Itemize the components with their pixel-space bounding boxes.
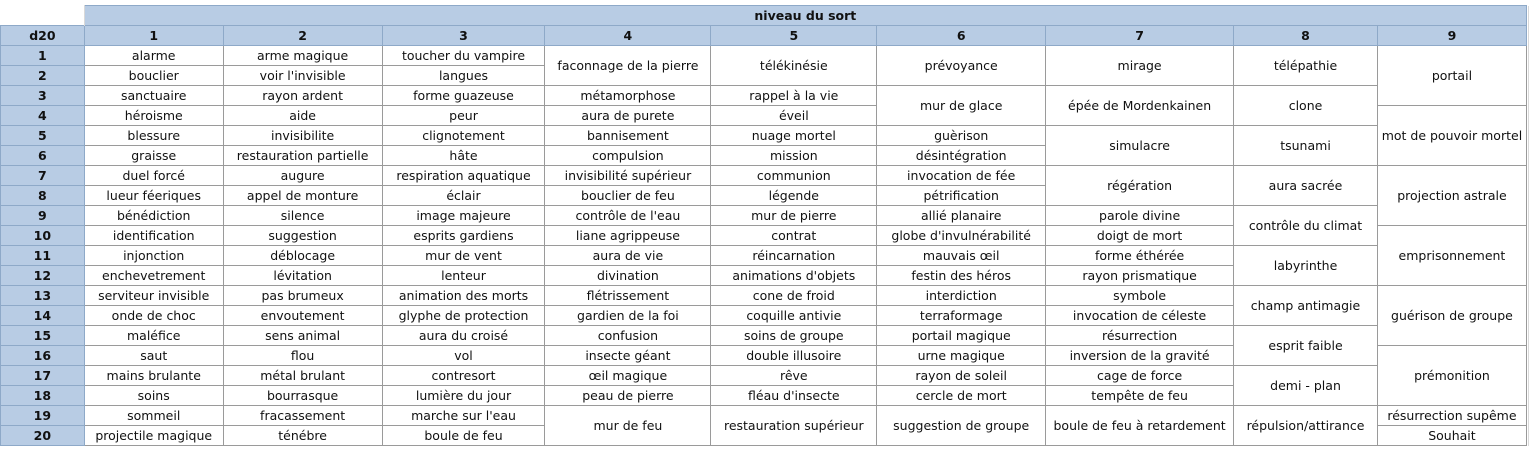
- blank-cell[interactable]: [1526, 346, 1528, 366]
- spell-cell[interactable]: terraformage: [877, 306, 1046, 326]
- spell-cell[interactable]: mirage: [1046, 46, 1234, 86]
- spell-cell[interactable]: inversion de la gravité: [1046, 346, 1234, 366]
- spell-cell[interactable]: bourrasque: [223, 386, 382, 406]
- row-number[interactable]: 18: [1, 386, 85, 406]
- spell-cell[interactable]: œil magique: [545, 366, 711, 386]
- spell-cell[interactable]: boule de feu à retardement: [1046, 406, 1234, 446]
- spell-cell[interactable]: sanctuaire: [84, 86, 223, 106]
- blank-cell[interactable]: [1526, 66, 1528, 86]
- title-row: [1, 6, 1529, 26]
- spell-cell[interactable]: gardien de la foi: [545, 306, 711, 326]
- spell-cell[interactable]: hâte: [382, 146, 545, 166]
- table-row: [1, 126, 1529, 146]
- spell-cell[interactable]: clone: [1234, 86, 1378, 126]
- row-number[interactable]: 6: [1, 146, 85, 166]
- spell-cell[interactable]: graisse: [84, 146, 223, 166]
- spell-cell[interactable]: suggestion de groupe: [877, 406, 1046, 446]
- table-row: [1, 246, 1529, 266]
- spell-cell[interactable]: allié planaire: [877, 206, 1046, 226]
- spell-cell[interactable]: urne magique: [877, 346, 1046, 366]
- spell-cell[interactable]: flou: [223, 346, 382, 366]
- level-header-3[interactable]: 3: [382, 26, 545, 46]
- spell-cell[interactable]: injonction: [84, 246, 223, 266]
- spell-cell[interactable]: projectile magique: [84, 426, 223, 446]
- row-number[interactable]: 14: [1, 306, 85, 326]
- spell-cell[interactable]: lenteur: [382, 266, 545, 286]
- spell-cell[interactable]: résurrection: [1046, 326, 1234, 346]
- spell-cell[interactable]: rayon de soleil: [877, 366, 1046, 386]
- row-number[interactable]: 2: [1, 66, 85, 86]
- blank-cell[interactable]: [1526, 306, 1528, 326]
- row-number[interactable]: 17: [1, 366, 85, 386]
- spell-cell[interactable]: héroisme: [84, 106, 223, 126]
- spell-cell[interactable]: déblocage: [223, 246, 382, 266]
- spell-table: [0, 5, 1529, 446]
- spell-cell[interactable]: onde de choc: [84, 306, 223, 326]
- spell-cell[interactable]: légende: [711, 186, 877, 206]
- table-row: [1, 86, 1529, 106]
- spell-cell[interactable]: lévitation: [223, 266, 382, 286]
- blank-cell[interactable]: [1526, 246, 1528, 266]
- spell-cell[interactable]: sommeil: [84, 406, 223, 426]
- spell-cell[interactable]: globe d'invulnérabilité: [877, 226, 1046, 246]
- row-number[interactable]: 1: [1, 46, 85, 66]
- header-row: [1, 26, 1529, 46]
- spell-cell[interactable]: silence: [223, 206, 382, 226]
- row-number[interactable]: 16: [1, 346, 85, 366]
- spell-cell[interactable]: contrat: [711, 226, 877, 246]
- spell-cell[interactable]: mur de vent: [382, 246, 545, 266]
- spell-cell[interactable]: soins de groupe: [711, 326, 877, 346]
- spell-cell[interactable]: désintégration: [877, 146, 1046, 166]
- spell-cell[interactable]: enchevetrement: [84, 266, 223, 286]
- blank-cell[interactable]: [1526, 26, 1528, 46]
- blank-cell[interactable]: [1526, 286, 1528, 306]
- spell-cell[interactable]: aura sacrée: [1234, 166, 1378, 206]
- blank-cell[interactable]: [1526, 206, 1528, 226]
- spell-cell[interactable]: rappel à la vie: [711, 86, 877, 106]
- spell-cell[interactable]: restauration partielle: [223, 146, 382, 166]
- spell-cell[interactable]: mains brulante: [84, 366, 223, 386]
- spell-cell[interactable]: invocation de céleste: [1046, 306, 1234, 326]
- spell-cell[interactable]: coquille antivie: [711, 306, 877, 326]
- row-number[interactable]: 20: [1, 426, 85, 446]
- row-number[interactable]: 12: [1, 266, 85, 286]
- spell-cell[interactable]: cercle de mort: [877, 386, 1046, 406]
- spell-cell[interactable]: envoutement: [223, 306, 382, 326]
- spell-cell[interactable]: doigt de mort: [1046, 226, 1234, 246]
- spell-cell[interactable]: réincarnation: [711, 246, 877, 266]
- spell-cell[interactable]: simulacre: [1046, 126, 1234, 166]
- spell-cell[interactable]: maléfice: [84, 326, 223, 346]
- blank-cell[interactable]: [1526, 6, 1528, 26]
- blank-cell[interactable]: [1526, 386, 1528, 406]
- spell-cell[interactable]: contrôle de l'eau: [545, 206, 711, 226]
- spell-cell[interactable]: métal brulant: [223, 366, 382, 386]
- row-number[interactable]: 10: [1, 226, 85, 246]
- spell-cell[interactable]: marche sur l'eau: [382, 406, 545, 426]
- spell-cell[interactable]: aura du croisé: [382, 326, 545, 346]
- spell-cell[interactable]: guérison de groupe: [1377, 286, 1526, 346]
- spell-cell[interactable]: langues: [382, 66, 545, 86]
- spell-cell[interactable]: voir l'invisible: [223, 66, 382, 86]
- blank-cell[interactable]: [1526, 366, 1528, 386]
- blank-cell[interactable]: [1, 6, 85, 26]
- spell-cell[interactable]: cone de froid: [711, 286, 877, 306]
- table-title[interactable]: niveau du sort: [84, 6, 1526, 26]
- row-number[interactable]: 4: [1, 106, 85, 126]
- spell-cell[interactable]: éveil: [711, 106, 877, 126]
- spell-cell[interactable]: portail: [1377, 46, 1526, 106]
- spell-cell[interactable]: insecte géant: [545, 346, 711, 366]
- level-header-5[interactable]: 5: [711, 26, 877, 46]
- spell-cell[interactable]: mur de pierre: [711, 206, 877, 226]
- level-header-8[interactable]: 8: [1234, 26, 1378, 46]
- table-row: [1, 366, 1529, 386]
- spell-cell[interactable]: duel forcé: [84, 166, 223, 186]
- blank-cell[interactable]: [1526, 426, 1528, 446]
- spell-cell[interactable]: blessure: [84, 126, 223, 146]
- spell-cell[interactable]: épée de Mordenkainen: [1046, 86, 1234, 126]
- row-number[interactable]: 8: [1, 186, 85, 206]
- spell-cell[interactable]: rayon ardent: [223, 86, 382, 106]
- spell-cell[interactable]: contrôle du climat: [1234, 206, 1378, 246]
- table-row: [1, 286, 1529, 306]
- spell-cell[interactable]: éclair: [382, 186, 545, 206]
- blank-cell[interactable]: [1526, 86, 1528, 106]
- spell-cell[interactable]: augure: [223, 166, 382, 186]
- blank-cell[interactable]: [1526, 166, 1528, 186]
- spell-cell[interactable]: esprit faible: [1234, 326, 1378, 366]
- spell-cell[interactable]: respiration aquatique: [382, 166, 545, 186]
- spell-cell[interactable]: flétrissement: [545, 286, 711, 306]
- spell-cell[interactable]: invocation de fée: [877, 166, 1046, 186]
- spell-cell[interactable]: peau de pierre: [545, 386, 711, 406]
- spell-cell[interactable]: esprits gardiens: [382, 226, 545, 246]
- spell-cell[interactable]: guèrison: [877, 126, 1046, 146]
- table-row: [1, 206, 1529, 226]
- spell-cell[interactable]: aura de purete: [545, 106, 711, 126]
- spell-cell[interactable]: télékinésie: [711, 46, 877, 86]
- spell-cell[interactable]: serviteur invisible: [84, 286, 223, 306]
- spell-cell[interactable]: tempête de feu: [1046, 386, 1234, 406]
- row-number[interactable]: 13: [1, 286, 85, 306]
- spell-cell[interactable]: identification: [84, 226, 223, 246]
- spell-cell[interactable]: pas brumeux: [223, 286, 382, 306]
- spell-cell[interactable]: invisibilite: [223, 126, 382, 146]
- blank-cell[interactable]: [1526, 186, 1528, 206]
- spell-cell[interactable]: portail magique: [877, 326, 1046, 346]
- spell-cell[interactable]: divination: [545, 266, 711, 286]
- spell-cell[interactable]: interdiction: [877, 286, 1046, 306]
- spell-cell[interactable]: nuage mortel: [711, 126, 877, 146]
- spell-cell[interactable]: sens animal: [223, 326, 382, 346]
- spell-cell[interactable]: Souhait: [1377, 426, 1526, 446]
- blank-cell[interactable]: [1526, 106, 1528, 126]
- spell-cell[interactable]: compulsion: [545, 146, 711, 166]
- level-header-7[interactable]: 7: [1046, 26, 1234, 46]
- spell-cell[interactable]: métamorphose: [545, 86, 711, 106]
- table-row: [1, 166, 1529, 186]
- spell-cell[interactable]: bouclier: [84, 66, 223, 86]
- spell-cell[interactable]: liane agrippeuse: [545, 226, 711, 246]
- level-header-1[interactable]: 1: [84, 26, 223, 46]
- level-header-6[interactable]: 6: [877, 26, 1046, 46]
- spell-cell[interactable]: bannisement: [545, 126, 711, 146]
- spell-cell[interactable]: ténébre: [223, 426, 382, 446]
- table-row: [1, 326, 1529, 346]
- level-header-2[interactable]: 2: [223, 26, 382, 46]
- spell-cell[interactable]: demi - plan: [1234, 366, 1378, 406]
- spell-cell[interactable]: communion: [711, 166, 877, 186]
- spell-cell[interactable]: mur de feu: [545, 406, 711, 446]
- spell-cell[interactable]: répulsion/attirance: [1234, 406, 1378, 446]
- spell-cell[interactable]: rayon prismatique: [1046, 266, 1234, 286]
- spell-cell[interactable]: lumière du jour: [382, 386, 545, 406]
- spell-cell[interactable]: appel de monture: [223, 186, 382, 206]
- spell-cell[interactable]: symbole: [1046, 286, 1234, 306]
- spell-cell[interactable]: fléau d'insecte: [711, 386, 877, 406]
- spell-cell[interactable]: restauration supérieur: [711, 406, 877, 446]
- blank-cell[interactable]: [1526, 406, 1528, 426]
- corner-header-d20[interactable]: d20: [1, 26, 85, 46]
- level-header-4[interactable]: 4: [545, 26, 711, 46]
- spell-cell[interactable]: vol: [382, 346, 545, 366]
- spell-cell[interactable]: lueur féeriques: [84, 186, 223, 206]
- spell-cell[interactable]: clignotement: [382, 126, 545, 146]
- spell-cell[interactable]: toucher du vampire: [382, 46, 545, 66]
- spell-cell[interactable]: forme guazeuse: [382, 86, 545, 106]
- spell-cell[interactable]: mission: [711, 146, 877, 166]
- spell-cell[interactable]: soins: [84, 386, 223, 406]
- spell-cell[interactable]: projection astrale: [1377, 166, 1526, 226]
- spell-cell[interactable]: alarme: [84, 46, 223, 66]
- spell-cell[interactable]: confusion: [545, 326, 711, 346]
- spell-cell[interactable]: champ antimagie: [1234, 286, 1378, 326]
- spell-cell[interactable]: animation des morts: [382, 286, 545, 306]
- spell-cell[interactable]: aura de vie: [545, 246, 711, 266]
- spell-cell[interactable]: aide: [223, 106, 382, 126]
- spell-cell[interactable]: invisibilité supérieur: [545, 166, 711, 186]
- spell-cell[interactable]: cage de force: [1046, 366, 1234, 386]
- spell-cell[interactable]: contresort: [382, 366, 545, 386]
- row-number[interactable]: 5: [1, 126, 85, 146]
- spell-cell[interactable]: peur: [382, 106, 545, 126]
- spell-cell[interactable]: double illusoire: [711, 346, 877, 366]
- spell-cell[interactable]: télépathie: [1234, 46, 1378, 86]
- row-number[interactable]: 9: [1, 206, 85, 226]
- spell-cell[interactable]: résurrection supême: [1377, 406, 1526, 426]
- table-row: [1, 46, 1529, 66]
- blank-cell[interactable]: [1526, 266, 1528, 286]
- spell-cell[interactable]: suggestion: [223, 226, 382, 246]
- blank-cell[interactable]: [1526, 146, 1528, 166]
- spell-cell[interactable]: prémonition: [1377, 346, 1526, 406]
- spell-cell[interactable]: parole divine: [1046, 206, 1234, 226]
- level-header-9[interactable]: 9: [1377, 26, 1526, 46]
- row-number[interactable]: 7: [1, 166, 85, 186]
- spell-cell[interactable]: rêve: [711, 366, 877, 386]
- spell-cell[interactable]: saut: [84, 346, 223, 366]
- spell-cell[interactable]: bouclier de feu: [545, 186, 711, 206]
- row-number[interactable]: 3: [1, 86, 85, 106]
- spell-cell[interactable]: boule de feu: [382, 426, 545, 446]
- row-number[interactable]: 11: [1, 246, 85, 266]
- spell-cell[interactable]: festin des héros: [877, 266, 1046, 286]
- row-number[interactable]: 19: [1, 406, 85, 426]
- blank-cell[interactable]: [1526, 46, 1528, 66]
- spell-cell[interactable]: prévoyance: [877, 46, 1046, 86]
- spell-cell[interactable]: labyrinthe: [1234, 246, 1378, 286]
- blank-cell[interactable]: [1526, 126, 1528, 146]
- spell-cell[interactable]: régération: [1046, 166, 1234, 206]
- blank-cell[interactable]: [1526, 226, 1528, 246]
- blank-cell[interactable]: [1526, 326, 1528, 346]
- spell-cell[interactable]: emprisonnement: [1377, 226, 1526, 286]
- spell-cell[interactable]: fracassement: [223, 406, 382, 426]
- spell-cell[interactable]: mur de glace: [877, 86, 1046, 126]
- spell-cell[interactable]: animations d'objets: [711, 266, 877, 286]
- spell-cell[interactable]: pétrification: [877, 186, 1046, 206]
- spell-cell[interactable]: tsunami: [1234, 126, 1378, 166]
- spell-cell[interactable]: bénédiction: [84, 206, 223, 226]
- spell-cell[interactable]: mauvais œil: [877, 246, 1046, 266]
- spell-cell[interactable]: faconnage de la pierre: [545, 46, 711, 86]
- row-number[interactable]: 15: [1, 326, 85, 346]
- spell-cell[interactable]: glyphe de protection: [382, 306, 545, 326]
- table-row: [1, 406, 1529, 426]
- spell-cell[interactable]: arme magique: [223, 46, 382, 66]
- spell-cell[interactable]: forme éthérée: [1046, 246, 1234, 266]
- spell-cell[interactable]: image majeure: [382, 206, 545, 226]
- spell-cell[interactable]: mot de pouvoir mortel: [1377, 106, 1526, 166]
